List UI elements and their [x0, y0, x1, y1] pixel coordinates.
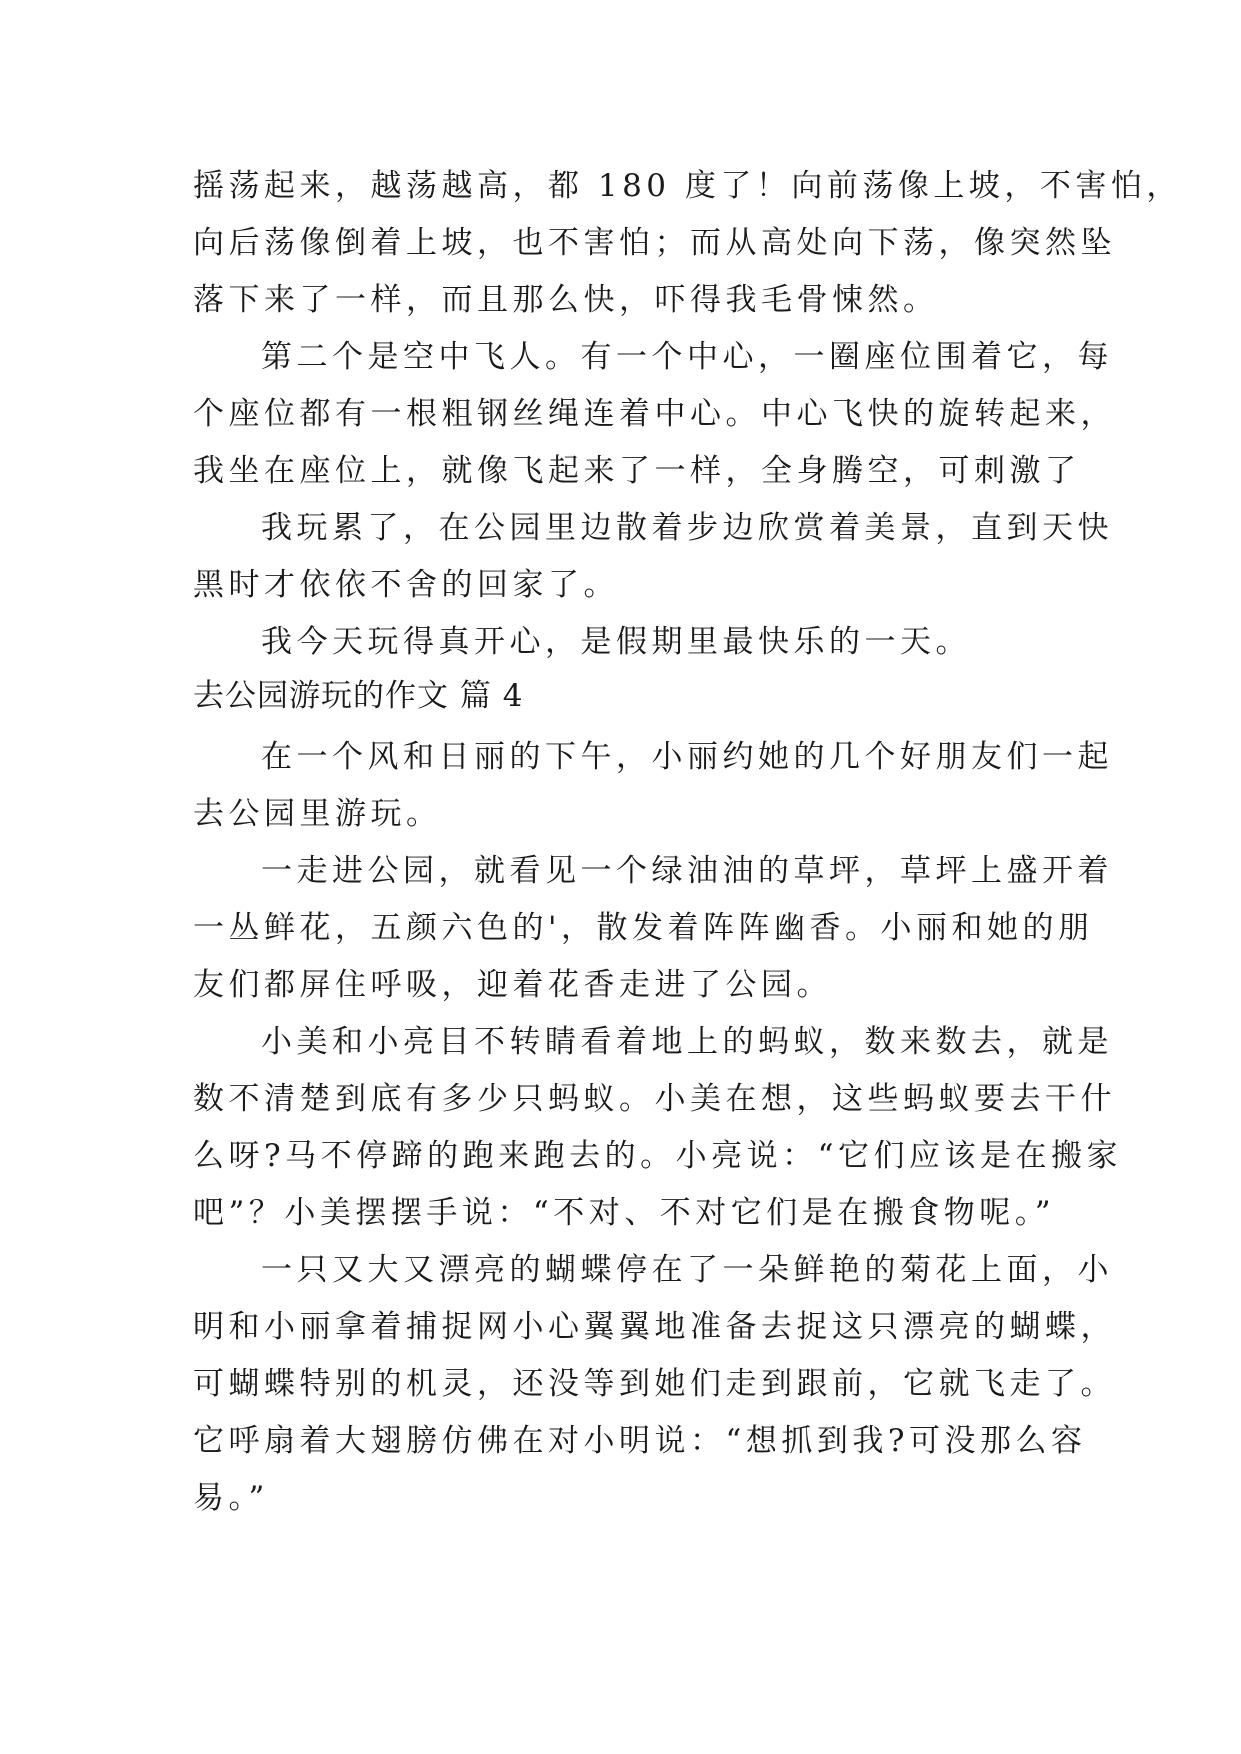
text-line: 我坐在座位上，就像飞起来了一样，全身腾空，可刺激了 [193, 453, 1081, 489]
text-line: 数不清楚到底有多少只蚂蚁。小美在想，这些蚂蚁要去干什 [193, 1081, 1116, 1117]
paragraph-start-line: 我玩累了，在公园里边散着步边欣赏着美景，直到天快 [261, 510, 1113, 546]
section-heading: 去公园游玩的作文 篇 4 [193, 678, 524, 714]
paragraph-start-line: 小美和小亮目不转睛看着地上的蚂蚁，数来数去，就是 [261, 1024, 1113, 1060]
text-line: 个座位都有一根粗钢丝绳连着中心。中心飞快的旋转起来， [193, 396, 1116, 432]
paragraph-start-line: 一只又大又漂亮的蝴蝶停在了一朵鲜艳的菊花上面，小 [261, 1252, 1113, 1288]
document-body [193, 158, 1182, 1527]
text-line: 摇荡起来，越荡越高，都 180 度了！向前荡像上坡，不害怕， [193, 168, 1182, 204]
text-line: 可蝴蝶特别的机灵，还没等到她们走到跟前，它就飞走了。 [193, 1366, 1116, 1402]
paragraph-start-line: 我今天玩得真开心，是假期里最快乐的一天。 [261, 624, 971, 660]
text-line: 吧”？小美摆摆手说：“不对、不对它们是在搬食物呢。” [193, 1195, 1056, 1231]
text-line: 友们都屏住呼吸，迎着花香走进了公园。 [193, 967, 832, 1003]
paragraph-start-line: 在一个风和日丽的下午，小丽约她的几个好朋友们一起 [261, 739, 1113, 775]
text-line: 向后荡像倒着上坡，也不害怕；而从高处向下荡，像突然坠 [193, 225, 1116, 261]
text-line: 易。” [193, 1480, 269, 1516]
text-line: 明和小丽拿着捕捉网小心翼翼地准备去捉这只漂亮的蝴蝶， [193, 1309, 1116, 1345]
text-line: 它呼扇着大翅膀仿佛在对小明说：“想抓到我?可没那么容 [193, 1423, 1087, 1459]
text-line: 去公园里游玩。 [193, 796, 442, 832]
paragraph-start-line: 一走进公园，就看见一个绿油油的草坪，草坪上盛开着 [261, 853, 1113, 889]
spacer [193, 721, 1055, 729]
text-line: 黑时才依依不舍的回家了。 [193, 567, 619, 603]
text-line: 么呀?马不停蹄的跑来跑去的。小亮说：“它们应该是在搬家 [193, 1138, 1122, 1174]
text-line: 一丛鲜花，五颜六色的'，散发着阵阵幽香。小丽和她的朋 [193, 910, 1094, 946]
paragraph-start-line: 第二个是空中飞人。有一个中心，一圈座位围着它，每 [261, 339, 1113, 375]
text-line: 落下来了一样，而且那么快，吓得我毛骨悚然。 [193, 282, 939, 318]
